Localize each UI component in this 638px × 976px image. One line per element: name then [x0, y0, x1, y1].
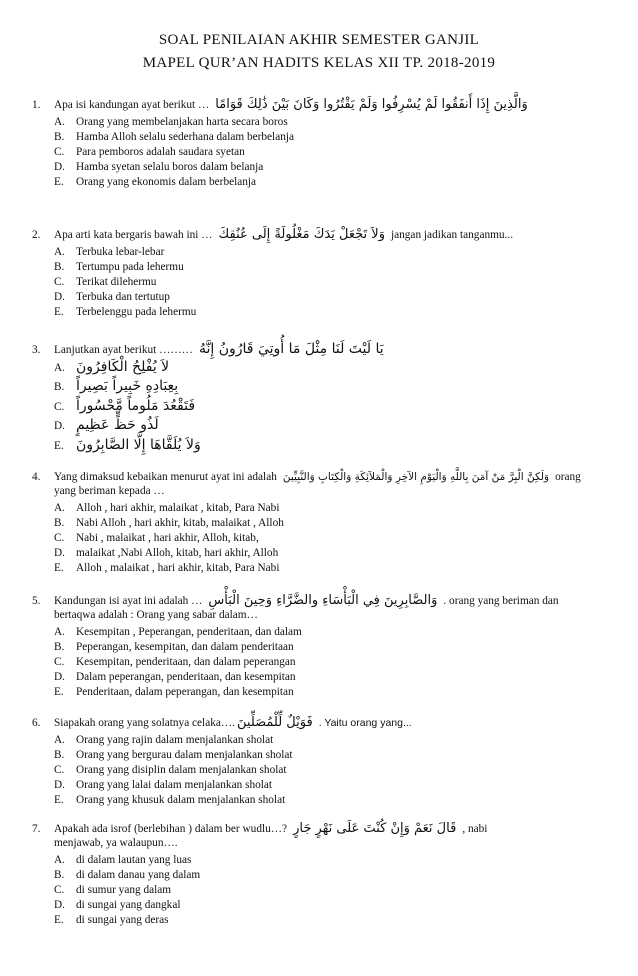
exam-subtitle: MAPEL QUR’AN HADITS KELAS XII TP. 2018-2019	[142, 55, 496, 71]
option-a: A. Orang yang membelanjakan harta secara boros	[54, 116, 288, 128]
question-text-continuation: bertaqwa adalah : Orang yang sabar dalam…	[54, 609, 258, 621]
question-text: Apa arti kata bergaris bawah ini …	[54, 229, 213, 241]
option-d: D. malaikat ,Nabi Alloh, kitab, hari akhir, Alloh	[54, 547, 279, 560]
option-e: E. Terbelenggu pada lehermu	[54, 306, 197, 319]
question-text: Yang dimaksud kebaikan menurut ayat ini adalah	[54, 471, 277, 483]
option-e: E. Alloh , malaikat , hari akhir, kitab, Para Nabi	[54, 562, 280, 575]
option-e: E. Orang yang ekonomis dalam berbelanja	[54, 176, 257, 189]
option-c: C. Nabi , malaikat , hari akhir, Alloh, kitab,	[54, 532, 259, 545]
option-a: A. Terbuka lebar-lebar	[54, 246, 165, 258]
arabic-verse: وَالَّذِينَ إِذَا أَنفَقُوا لَمْ يُسْرِفُوا وَلَمْ يَقْتُرُوا وَكَانَ بَيْنَ ذَٰلِكَ قَوَامًا	[215, 97, 528, 112]
question-5	[32, 594, 612, 700]
question-number: 7.	[32, 823, 41, 835]
question-text-continuation: yang beriman kepada …	[54, 485, 165, 497]
question-text-after: . Yaitu orang yang...	[318, 717, 412, 729]
question-stem	[32, 822, 612, 836]
option-d: D. لَذُو حَظٍّ عَظِيمٍ	[54, 417, 159, 434]
option-list	[32, 733, 612, 808]
question-stem	[32, 228, 612, 242]
arabic-verse: وَلَكِنَّ الْبِرَّ مَنْ آمَنَ بِاللَّهِ وَالْيَوْمِ الآخِرِ وَالْمَلآئِكَةِ وَالْكِتَابِ وَالنَّبِيِّينَ	[282, 471, 550, 483]
question-text-after: , nabi	[462, 823, 488, 835]
option-e: E. Orang yang khusuk dalam menjalankan sholat	[54, 794, 286, 807]
option-a: A. Alloh , hari akhir, malaikat , kitab, Para Nabi	[54, 502, 280, 514]
question-text: Lanjutkan ayat berikut ………	[54, 344, 193, 356]
question-number: 1.	[32, 99, 41, 111]
arabic-verse: وَالصَّابِرِينَ فِي الْبَأْسَاءِ والضَّرَّاءِ وَحِينَ الْبَأْسِ	[208, 593, 438, 608]
arabic-verse: يَا لَيْتَ لَنَا مِثْلَ مَا أُوتِيَ قَارُونُ إِنَّهُ	[198, 341, 384, 357]
option-c: C. Kesempitan, penderitaan, dan dalam peperangan	[54, 656, 296, 669]
arabic-verse: وَلاَ تَجْعَلْ يَدَكَ مَغْلُولَةً إِلَى عُنُقِكَ	[218, 227, 385, 242]
option-c: C. Para pemboros adalah saudara syetan	[54, 146, 245, 159]
question-4	[32, 470, 612, 576]
option-list	[32, 501, 612, 576]
option-list	[32, 360, 612, 457]
option-b: B. di dalam danau yang dalam	[54, 869, 201, 882]
option-b: B. Hamba Alloh selalu sederhana dalam berbelanja	[54, 131, 295, 144]
option-d: D. di sungai yang dangkal	[54, 899, 181, 912]
option-b: B. Tertumpu pada lehermu	[54, 261, 184, 274]
option-list	[32, 853, 612, 928]
exam-title: SOAL PENILAIAN AKHIR SEMESTER GANJIL	[158, 32, 480, 48]
question-text: Siapakah orang yang solatnya celaka….	[54, 717, 235, 729]
option-c: C. di sumur yang dalam	[54, 884, 172, 897]
question-number: 4.	[32, 471, 41, 483]
question-7	[32, 822, 612, 928]
question-2	[32, 228, 612, 320]
option-list	[32, 115, 612, 190]
arabic-verse: قَالَ نَعَمْ وَإِنْ كُنْتَ عَلَى نَهْرٍ جَارٍ	[293, 821, 457, 836]
question-text-continuation: menjawab, ya walaupun….	[54, 837, 178, 849]
question-stem	[32, 716, 612, 730]
question-stem	[32, 98, 612, 112]
option-e: E. di sungai yang deras	[54, 914, 169, 927]
option-e: E. وَلاَ يُلَقَّاهَا إِلَّا الصَّابِرُونَ	[54, 436, 201, 453]
option-list	[32, 625, 612, 700]
question-number: 2.	[32, 229, 41, 241]
option-c: C. Orang yang disiplin dalam menjalankan sholat	[54, 764, 287, 777]
option-d: D. Hamba syetan selalu boros dalam belanja	[54, 161, 264, 174]
option-list	[32, 245, 612, 320]
option-c: C. Terikat dilehermu	[54, 276, 157, 289]
option-d: D. Terbuka dan tertutup	[54, 291, 170, 304]
question-number: 3.	[32, 344, 41, 356]
option-d: D. Dalam peperangan, penderitaan, dan kesempitan	[54, 671, 296, 684]
option-a: A. Orang yang rajin dalam menjalankan sholat	[54, 734, 274, 746]
option-a: A. di dalam lautan yang luas	[54, 854, 192, 866]
question-number: 5.	[32, 595, 41, 607]
question-text-after: . orang yang beriman dan	[443, 595, 559, 607]
question-text-after: jangan jadikan tanganmu...	[390, 229, 514, 241]
question-text: Kandungan isi ayat ini adalah …	[54, 595, 203, 607]
option-a: A. لاَ يُفْلِحُ الْكَافِرُونَ	[54, 359, 170, 375]
option-e: E. Penderitaan, dalam peperangan, dan kesempitan	[54, 686, 294, 699]
question-6	[32, 716, 612, 808]
option-b: B. بِعِبَادِهِ خَبِيراً بَصِيراً	[54, 378, 179, 395]
question-text: Apa isi kandungan ayat berikut …	[54, 99, 210, 111]
option-b: B. Peperangan, kesempitan, dan dalam penderitaan	[54, 641, 294, 654]
question-number: 6.	[32, 717, 41, 729]
question-stem	[32, 594, 612, 608]
arabic-verse: فَوَيْلٌ لِّلْمُصَلِّينَ	[237, 715, 313, 730]
option-c: C. فَتَقْعُدَ مَلُوماً مَّحْسُوراً	[54, 397, 196, 414]
option-b: B. Nabi Alloh , hari akhir, kitab, malaikat , Alloh	[54, 517, 284, 530]
option-b: B. Orang yang bergurau dalam menjalankan sholat	[54, 749, 293, 762]
option-a: A. Kesempitan , Peperangan, penderitaan, dan dalam	[54, 626, 302, 638]
question-text-after: orang	[555, 471, 581, 483]
question-stem	[32, 470, 612, 484]
question-1	[32, 98, 612, 190]
option-d: D. Orang yang lalai dalam menjalankan sholat	[54, 779, 273, 792]
question-3	[32, 342, 612, 457]
question-stem	[32, 342, 612, 357]
question-text: Apakah ada isrof (berlebihan ) dalam ber wudlu…?	[54, 823, 288, 835]
